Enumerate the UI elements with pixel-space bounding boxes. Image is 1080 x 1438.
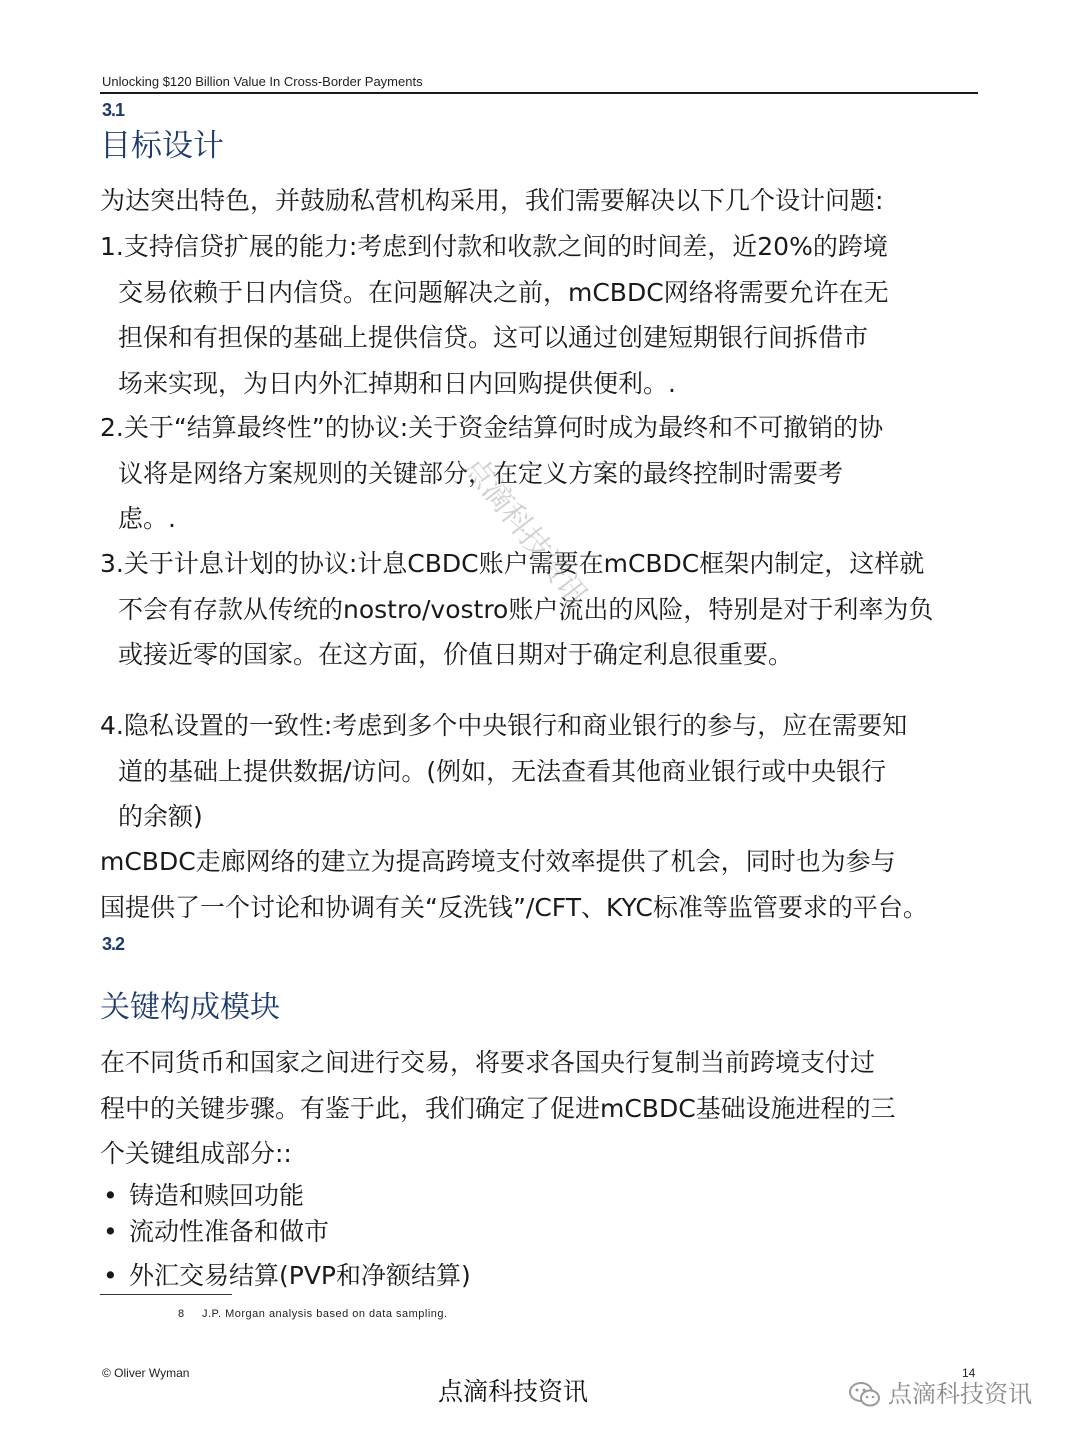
wechat-account-mark (848, 1374, 1032, 1409)
section-title-target-design: 目标设计 (100, 128, 224, 164)
section1-closing (100, 839, 1036, 930)
watermark: 点滴科技资讯 (456, 449, 595, 614)
item-line: 1.支持信贷扩展的能力:考虑到付款和收款之间的时间差，近20%的跨境 (100, 232, 888, 261)
item-line: 议将是网络方案规则的关键部分，在定义方案的最终控制时需要考 (118, 458, 844, 488)
design-item-3 (100, 541, 1036, 678)
bullet-text: 流动性准备和做市 (129, 1217, 330, 1246)
design-item-4 (100, 703, 1036, 840)
bullet-item (103, 1212, 329, 1248)
bullet-symbol: • (103, 1217, 118, 1246)
bullet-text: 铸造和赎回功能 (129, 1181, 305, 1210)
item-line: 担保和有担保的基础上提供信贷。这可以通过创建短期银行间拆借市 (118, 323, 869, 352)
section-title-key-modules: 关键构成模块 (100, 990, 280, 1025)
running-header: Unlocking $120 Billion Value In Cross-Border Payments (102, 74, 423, 89)
bullet-item (103, 1256, 471, 1292)
footnote-text: J.P. Morgan analysis based on data sampling. (202, 1308, 448, 1320)
bullet-symbol: • (103, 1261, 118, 1290)
bullet-item (103, 1176, 304, 1212)
page-number: 14 (962, 1366, 976, 1380)
closing-line: 国提供了一个讨论和协调有关“反洗钱”/CFT、KYC标准等监管要求的平台。 (100, 892, 928, 922)
intro-line: 程中的关键步骤。有鉴于此，我们确定了促进mCBDC基础设施进程的三 (100, 1093, 896, 1123)
section2-intro (100, 1040, 1036, 1177)
item-line: 道的基础上提供数据/访问。(例如，无法查看其他商业银行或中央银行 (118, 756, 887, 786)
closing-line: mCBDC走廊网络的建立为提高跨境支付效率提供了机会，同时也为参与 (100, 847, 896, 876)
wechat-icon (848, 1381, 882, 1409)
intro-line: 个关键组成部分:: (100, 1139, 292, 1168)
section-number-3-1: 3.1 (102, 100, 125, 120)
footer-copyright: © Oliver Wyman (102, 1366, 190, 1380)
footer-source: 点滴科技资讯 (438, 1377, 589, 1406)
item-line: 虑。. (118, 504, 176, 533)
section-number-3-2: 3.2 (102, 934, 125, 954)
wechat-account-name: 点滴科技资讯 (888, 1380, 1032, 1408)
footnote-divider (100, 1294, 232, 1295)
footnote-number: 8 (178, 1308, 185, 1320)
item-line: 2.关于“结算最终性”的协议:关于资金结算何时成为最终和不可撤销的协 (100, 413, 884, 442)
bullet-symbol: • (103, 1181, 118, 1210)
intro-line: 在不同货币和国家之间进行交易，将要求各国央行复制当前跨境支付过 (100, 1048, 876, 1077)
item-line: 3.关于计息计划的协议:计息CBDC账户需要在mCBDC框架内制定，这样就 (100, 549, 925, 578)
footnote (178, 1308, 448, 1320)
item-line: 交易依赖于日内信贷。在问题解决之前，mCBDC网络将需要允许在无 (118, 277, 889, 307)
header-divider (100, 92, 978, 94)
design-item-2 (100, 405, 1036, 542)
item-line: 场来实现，为日内外汇掉期和日内回购提供便利。. (118, 368, 676, 398)
item-line: 不会有存款从传统的nostro/vostro账户流出的风险，特别是对于利率为负 (118, 594, 934, 624)
item-line: 或接近零的国家。在这方面，价值日期对于确定利息很重要。 (118, 640, 794, 669)
bullet-text: 外汇交易结算(PVP和净额结算) (129, 1261, 471, 1290)
section1-intro: 为达突出特色，并鼓励私营机构采用，我们需要解决以下几个设计问题: (100, 186, 884, 215)
item-line: 的余额) (118, 802, 203, 831)
item-line: 4.隐私设置的一致性:考虑到多个中央银行和商业银行的参与，应在需要知 (100, 711, 908, 740)
design-item-1 (100, 224, 1036, 406)
